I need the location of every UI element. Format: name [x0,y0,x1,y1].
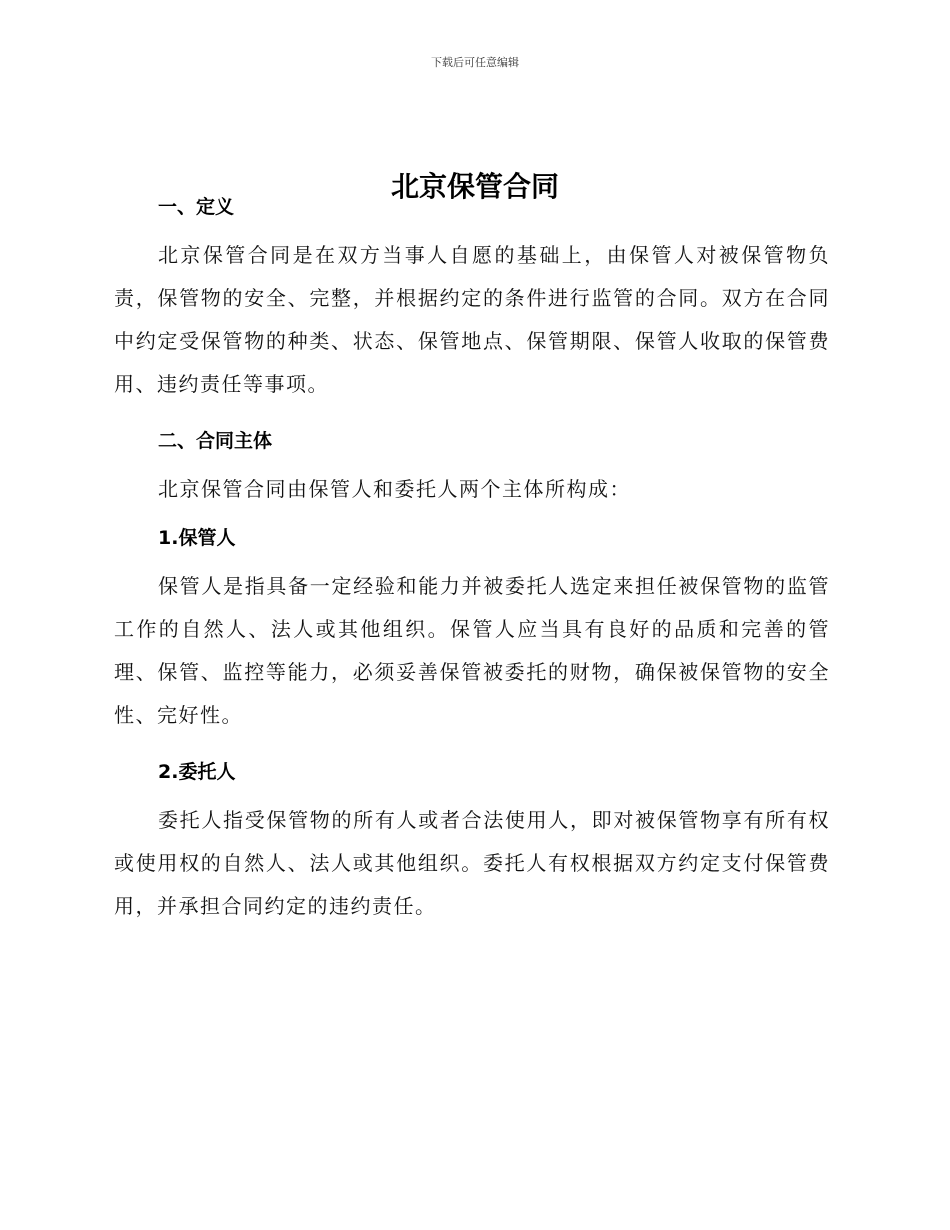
document-body [114,190,830,928]
section-heading-custodian: 1.保管人 [158,527,236,549]
section-paragraph-client: 委托人指受保管物的所有人或者合法使用人，即对被保管物享有所有权或使用权的自然人、法人或其他组织。委托人有权根据双方约定支付保管费用，并承担合同约定的违约责任。 [114,808,830,918]
page-title: 北京保管合同 [390,169,559,203]
section-heading-client: 2.委托人 [158,761,236,783]
section-heading-contract-parties: 二、合同主体 [158,430,273,452]
section-paragraph-contract-parties: 北京保管合同由保管人和委托人两个主体所构成： [158,477,631,501]
section-heading-definition: 一、定义 [158,196,235,218]
section-paragraph-custodian: 保管人是指具备一定经验和能力并被委托人选定来担任被保管物的监管工作的自然人、法人或其他组织。保管人应当具有良好的品质和完善的管理、保管、监控等能力，必须妥善保管被委托的财物，确保被保管物的安全性、完好性。 [114,574,830,727]
header-note: 下载后可任意编辑 [431,56,519,69]
section-paragraph-definition: 北京保管合同是在双方当事人自愿的基础上，由保管人对被保管物负责，保管物的安全、完整，并根据约定的条件进行监管的合同。双方在合同中约定受保管物的种类、状态、保管地点、保管期限、保管人收取的保管费用、违约责任等事项。 [114,243,830,396]
